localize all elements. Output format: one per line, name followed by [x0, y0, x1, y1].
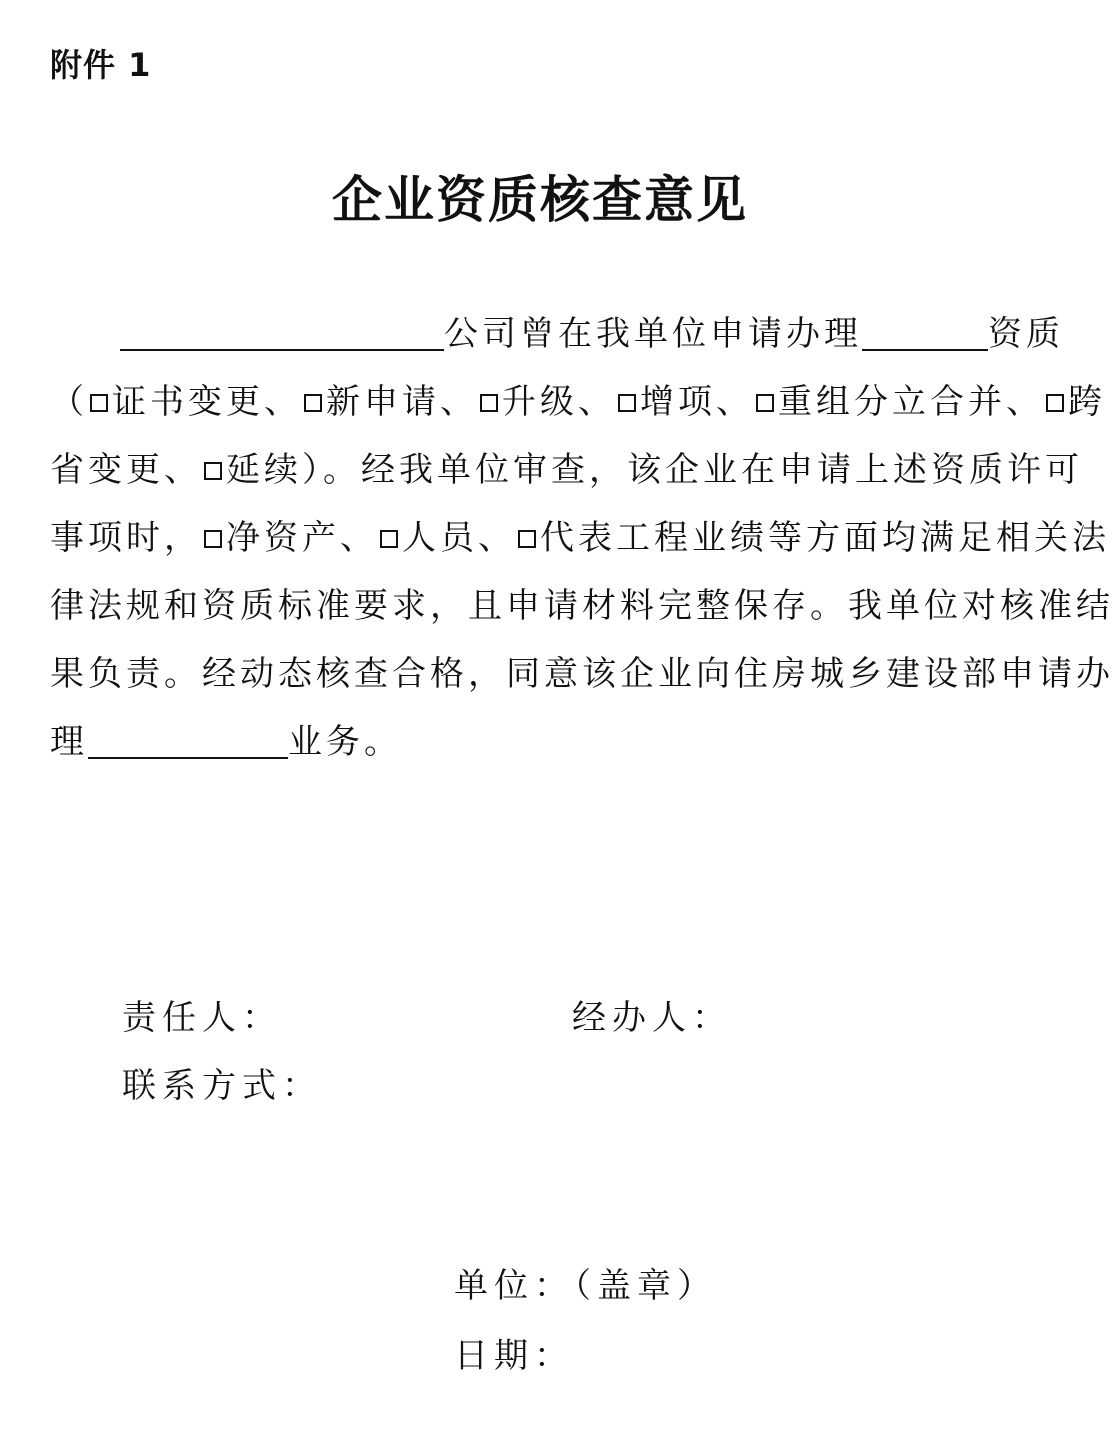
body-line-3 [50, 436, 1083, 504]
responsible-person-label: 责任人： [122, 998, 282, 1038]
body-line-4 [50, 504, 1110, 572]
checkbox-new-application[interactable] [304, 394, 322, 412]
checkbox-upgrade[interactable] [480, 394, 498, 412]
body-text: 事项时， [50, 518, 202, 558]
checkbox-add-item[interactable] [618, 394, 636, 412]
qualification-blank[interactable] [862, 309, 988, 351]
checkbox-reorganization[interactable] [756, 394, 774, 412]
company-name-blank[interactable] [120, 309, 444, 351]
option-label: 新申请、 [326, 382, 478, 422]
body-line-5 [50, 572, 1114, 640]
document-body [50, 300, 1114, 776]
handler-label: 经办人： [572, 998, 732, 1038]
date-label: 日期： [454, 1336, 574, 1376]
checkbox-net-assets[interactable] [204, 530, 222, 548]
checkbox-project-performance[interactable] [518, 530, 536, 548]
business-blank[interactable] [88, 717, 288, 759]
option-label: 跨 [1068, 382, 1106, 422]
checkbox-personnel[interactable] [380, 530, 398, 548]
checkbox-certificate-change[interactable] [90, 394, 108, 412]
body-line-1 [50, 300, 1064, 368]
checkbox-renewal[interactable] [204, 462, 222, 480]
body-text: 公司曾在我单位申请办理 [444, 314, 862, 354]
option-label: 升级、 [502, 382, 616, 422]
body-text: 资质 [988, 314, 1064, 354]
unit-seal-label: 单位：（盖章） [454, 1266, 717, 1306]
option-label: 净资产、 [226, 518, 378, 558]
body-line-7 [50, 708, 1042, 776]
option-label: 重组分立合并、 [778, 382, 1044, 422]
option-label: 证书变更、 [112, 382, 302, 422]
checkbox-cross-province[interactable] [1046, 394, 1064, 412]
body-text: 代表工程业绩等方面均满足相关法 [540, 518, 1110, 558]
document-title: 企业资质核查意见 [332, 170, 748, 229]
body-text: 律法规和资质标准要求，且申请材料完整保存。我单位对核准结 [50, 586, 1114, 626]
contact-label: 联系方式： [122, 1066, 322, 1106]
option-label: 人员、 [402, 518, 516, 558]
body-text: 省变更、 [50, 450, 202, 490]
body-line-2 [50, 368, 1106, 436]
body-text: 理 [50, 722, 88, 762]
option-label: 增项、 [640, 382, 754, 422]
body-text: 延续）。经我单位审查，该企业在申请上述资质许可 [226, 450, 1083, 490]
body-text: 业务。 [288, 722, 402, 762]
attachment-label: 附件 1 [50, 46, 152, 84]
body-text: （ [50, 382, 88, 422]
body-line-6 [50, 640, 1114, 708]
body-text: 果负责。经动态核查合格，同意该企业向住房城乡建设部申请办 [50, 654, 1114, 694]
